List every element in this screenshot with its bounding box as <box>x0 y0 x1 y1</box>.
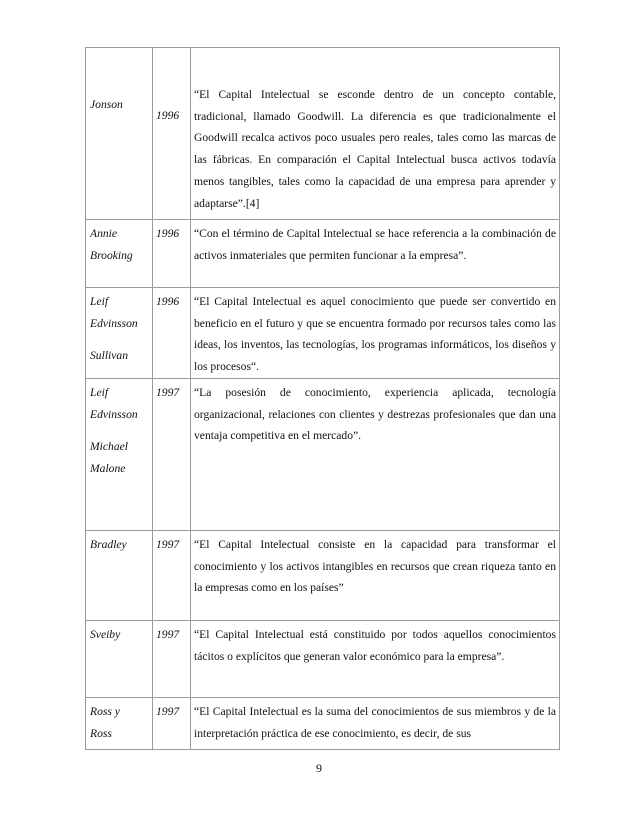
author-cell <box>86 288 153 379</box>
definition-text: “El Capital Intelectual es la suma del conocimientos de sus miembros y de la interpretación práctica de ese conocimiento, es decir, de sus <box>194 704 556 740</box>
definition-text: “El Capital Intelectual se esconde dentro de un concepto contable, tradicional, llamado Goodwill. La diferencia es que tradicionalmente el Goodwill recalca activos poco usuales pero reales, tales como las marcas de las fábricas. En comparación el Capital Intelectual busca activos todavía menos tangibles, tales como la capacidad de una empresa para aprender y adaptarse”.[4] <box>194 88 556 210</box>
year-cell <box>153 288 191 379</box>
author-cell <box>86 530 153 620</box>
definition-cell <box>191 220 560 288</box>
author-name: Bradley <box>90 537 127 551</box>
definition-text: “El Capital Intelectual es aquel conocimiento que puede ser convertido en beneficio en el futuro y que se encuentra formado por recursos tales como las ideas, los inventos, las tecnologías, los programas informáticos, los diseños y los procesos“. <box>194 295 556 374</box>
author-name: Edvinsson <box>90 407 138 421</box>
author-name: Leif <box>90 295 109 308</box>
author-cell <box>86 378 153 530</box>
author-name: Michael <box>90 440 128 454</box>
author-name: Ross <box>90 726 112 740</box>
author-cell <box>86 220 153 288</box>
table-row <box>86 220 560 288</box>
definition-text: “Con el término de Capital Intelectual se hace referencia a la combinación de activos inmateriales que permiten funcionar a la empresa”. <box>194 227 556 262</box>
year-cell <box>153 48 191 220</box>
author-name: Leif <box>90 385 109 399</box>
author-name: Ross y <box>90 704 120 718</box>
table-row <box>86 48 560 220</box>
definition-text: “La posesión de conocimiento, experiencia aplicada, tecnología organizacional, relaciones con clientes y destrezas profesionales que dan una ventaja competitiva en el mercado”. <box>194 385 556 443</box>
definition-text: “El Capital Intelectual consiste en la capacidad para transformar el conocimiento y los activos intangibles en recursos que crean riqueza tanto en la empresas como en los países” <box>194 537 556 595</box>
year-cell <box>153 697 191 749</box>
author-name: Brooking <box>90 248 133 262</box>
table-row <box>86 620 560 697</box>
definition-cell <box>191 620 560 697</box>
author-name: Sveiby <box>90 627 121 641</box>
year-cell <box>153 378 191 530</box>
year-value: 1996 <box>156 295 180 308</box>
year-value: 1997 <box>156 704 180 718</box>
year-cell <box>153 620 191 697</box>
year-value: 1997 <box>156 385 180 399</box>
table-row <box>86 288 560 379</box>
author-cell <box>86 620 153 697</box>
definition-cell <box>191 288 560 379</box>
definition-cell <box>191 48 560 220</box>
year-value: 1997 <box>156 627 180 641</box>
definition-cell <box>191 378 560 530</box>
year-value: 1996 <box>156 227 180 240</box>
year-value: 1997 <box>156 537 180 551</box>
year-cell <box>153 220 191 288</box>
author-name: Edvinsson <box>90 316 138 330</box>
author-cell <box>86 48 153 220</box>
table-row <box>86 378 560 530</box>
definition-cell <box>191 530 560 620</box>
year-cell <box>153 530 191 620</box>
table-row <box>86 697 560 749</box>
author-cell <box>86 697 153 749</box>
definition-cell <box>191 697 560 749</box>
intellectual-capital-definitions-table <box>85 47 560 750</box>
author-name: Sullivan <box>90 349 128 363</box>
table-row <box>86 530 560 620</box>
definition-text: “El Capital Intelectual está constituido por todos aquellos conocimientos tácitos o explícitos que generan valor económico para la empresa”. <box>194 627 556 663</box>
author-name: Malone <box>90 461 126 475</box>
author-name: Jonson <box>90 98 123 111</box>
author-name: Annie <box>90 227 118 240</box>
page-number: 9 <box>316 761 322 775</box>
year-value: 1996 <box>156 109 180 122</box>
